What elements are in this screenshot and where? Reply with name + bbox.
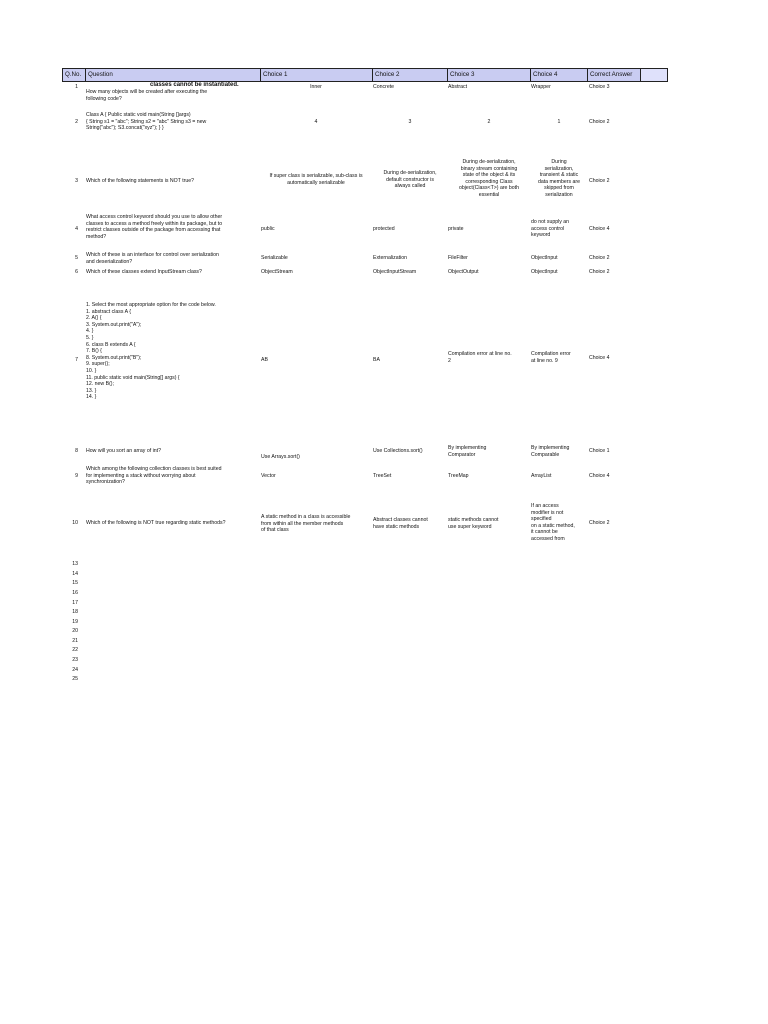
row-number: 5 xyxy=(75,255,78,261)
choice-3: TreeMap xyxy=(448,473,469,479)
choice-3: Compilation error at line no. 2 xyxy=(448,351,512,364)
empty-row-number: 13 xyxy=(72,561,78,567)
question-text: Class A { Public static void main(String []args) { String s1 = "abc"; String s2 = "abc" String s3 = new String("abc"); S3.concat("xyz"); } } xyxy=(86,112,207,132)
question-text: Which of these is an interface for control over serialization and deserialization? xyxy=(86,252,219,265)
choice-1: AB xyxy=(261,357,268,363)
choice-1: Vector xyxy=(261,473,276,479)
choice-2: ObjectInputStream xyxy=(373,269,417,275)
correct-answer: Choice 4 xyxy=(589,226,610,232)
choice-1: Serializable xyxy=(261,255,288,261)
empty-row-number: 23 xyxy=(72,657,78,663)
choice-2: Externalization xyxy=(373,255,408,261)
empty-row-number: 22 xyxy=(72,647,78,653)
choice-1: A static method in a class is accessible from within all the member methods of that class xyxy=(261,514,351,534)
correct-answer: Choice 2 xyxy=(589,178,610,184)
header-choice2: Choice 2 xyxy=(373,69,448,81)
row-number: 3 xyxy=(75,178,78,184)
correct-answer: Choice 4 xyxy=(589,355,610,361)
header-answer: Correct Answer xyxy=(588,69,641,81)
row-number: 6 xyxy=(75,269,78,275)
header-choice3: Choice 3 xyxy=(448,69,531,81)
question-text: Which of the following is NOT true regarding static methods? xyxy=(86,520,226,526)
choice-2: BA xyxy=(373,357,380,363)
header-filler xyxy=(641,69,667,81)
overlay-caption: classes cannot be instantiated. xyxy=(150,82,239,88)
empty-row-number: 16 xyxy=(72,590,78,596)
choice-3: static methods cannot use super keyword xyxy=(448,517,499,530)
header-choice4: Choice 4 xyxy=(531,69,588,81)
choice-2: Abstract classes cannot have static methods xyxy=(373,517,428,530)
row-number: 7 xyxy=(75,357,78,363)
choice-1: ObjectStream xyxy=(261,269,293,275)
question-text: Which of these classes extend InputStream class? xyxy=(86,269,202,275)
choice-4: During serialization, transient & static data members are skipped from serialization xyxy=(537,159,581,198)
choice-3: 2 xyxy=(487,119,491,125)
row-number: 2 xyxy=(75,119,78,125)
correct-answer: Choice 1 xyxy=(589,448,610,454)
choice-2: TreeSet xyxy=(373,473,392,479)
choice-2: protected xyxy=(373,226,395,232)
empty-row-number: 25 xyxy=(72,676,78,682)
question-text: 1. Select the most appropriate option for the code below. 1. abstract class A { 2. A() { 3. System.out.print("A"); 4. } 5. } 6. class B extends A { 7. B() { 8. System.out.print("B"); 9. super(); 10. } 11. public static void main(String[] args) { 12. new B(); 13. } 14. } xyxy=(86,302,216,401)
choice-3: During de-serialization, binary stream containing state of the object & its corresponding Class object(Class<T>) are both essential xyxy=(459,159,519,198)
question-text: What access control keyword should you use to allow other classes to access a method freely within its package, but to restrict classes outside of the package from accessing that method? xyxy=(86,214,223,240)
choice-4: By implementing Comparable xyxy=(531,445,570,458)
choice-2: Use Collections.sort() xyxy=(373,448,423,454)
row-number: 9 xyxy=(75,473,78,479)
choice-4: ArrayList xyxy=(531,473,552,479)
choice-2: During de-serialization, default constructor is always called xyxy=(383,170,437,190)
empty-row-number: 21 xyxy=(72,638,78,644)
empty-row-number: 20 xyxy=(72,628,78,634)
choice-4: ObjectInput xyxy=(531,255,558,261)
question-text: Which among the following collection classes is best suited for implementing a stack without worrying about synchronization? xyxy=(86,466,222,486)
choice-3: ObjectOutput xyxy=(448,269,479,275)
empty-row-number: 19 xyxy=(72,619,78,625)
empty-row-number: 18 xyxy=(72,609,78,615)
choice-1: Inner xyxy=(310,84,322,90)
choice-3: private xyxy=(448,226,464,232)
row-number: 4 xyxy=(75,226,78,232)
choice-1: 4 xyxy=(314,119,318,125)
choice-4: 1 xyxy=(557,119,561,125)
choice-4: Wrapper xyxy=(531,84,551,90)
empty-row-number: 14 xyxy=(72,571,78,577)
correct-answer: Choice 2 xyxy=(589,520,610,526)
header-qno: Q.No. xyxy=(63,69,86,81)
choice-1: public xyxy=(261,226,275,232)
choice-4: do not supply an access control keyword xyxy=(531,219,570,239)
row-number: 8 xyxy=(75,448,78,454)
row-number: 1 xyxy=(75,84,78,90)
table-header xyxy=(62,68,668,82)
choice-4: ObjectInput xyxy=(531,269,558,275)
choice-3: Abstract xyxy=(448,84,468,90)
empty-row-number: 15 xyxy=(72,580,78,586)
choice-4: If an access modifier is not specified on a static method, it cannot be accessed from xyxy=(531,503,575,542)
empty-row-number: 24 xyxy=(72,667,78,673)
header-choice1: Choice 1 xyxy=(261,69,373,81)
choice-1: Use Arrays.sort() xyxy=(261,454,300,460)
question-text: How many objects will be created after executing the following code? xyxy=(86,89,208,102)
question-text: Which of the following statements is NOT true? xyxy=(86,178,195,184)
choice-2: 3 xyxy=(408,119,412,125)
correct-answer: Choice 3 xyxy=(589,84,610,90)
correct-answer: Choice 2 xyxy=(589,269,610,275)
choice-3: FileFilter xyxy=(448,255,468,261)
header-question: Question xyxy=(86,69,261,81)
choice-2: Concrete xyxy=(373,84,395,90)
choice-3: By implementing Comparator xyxy=(448,445,487,458)
correct-answer: Choice 4 xyxy=(589,473,610,479)
empty-row-number: 17 xyxy=(72,600,78,606)
correct-answer: Choice 2 xyxy=(589,119,610,125)
choice-4: Compilation error at line no. 9 xyxy=(531,351,571,364)
choice-1: If super class is serializable, sub-class is automatically serializable xyxy=(269,173,363,186)
row-number: 10 xyxy=(72,520,78,526)
question-text: How will you sort an array of int? xyxy=(86,448,161,454)
correct-answer: Choice 2 xyxy=(589,255,610,261)
